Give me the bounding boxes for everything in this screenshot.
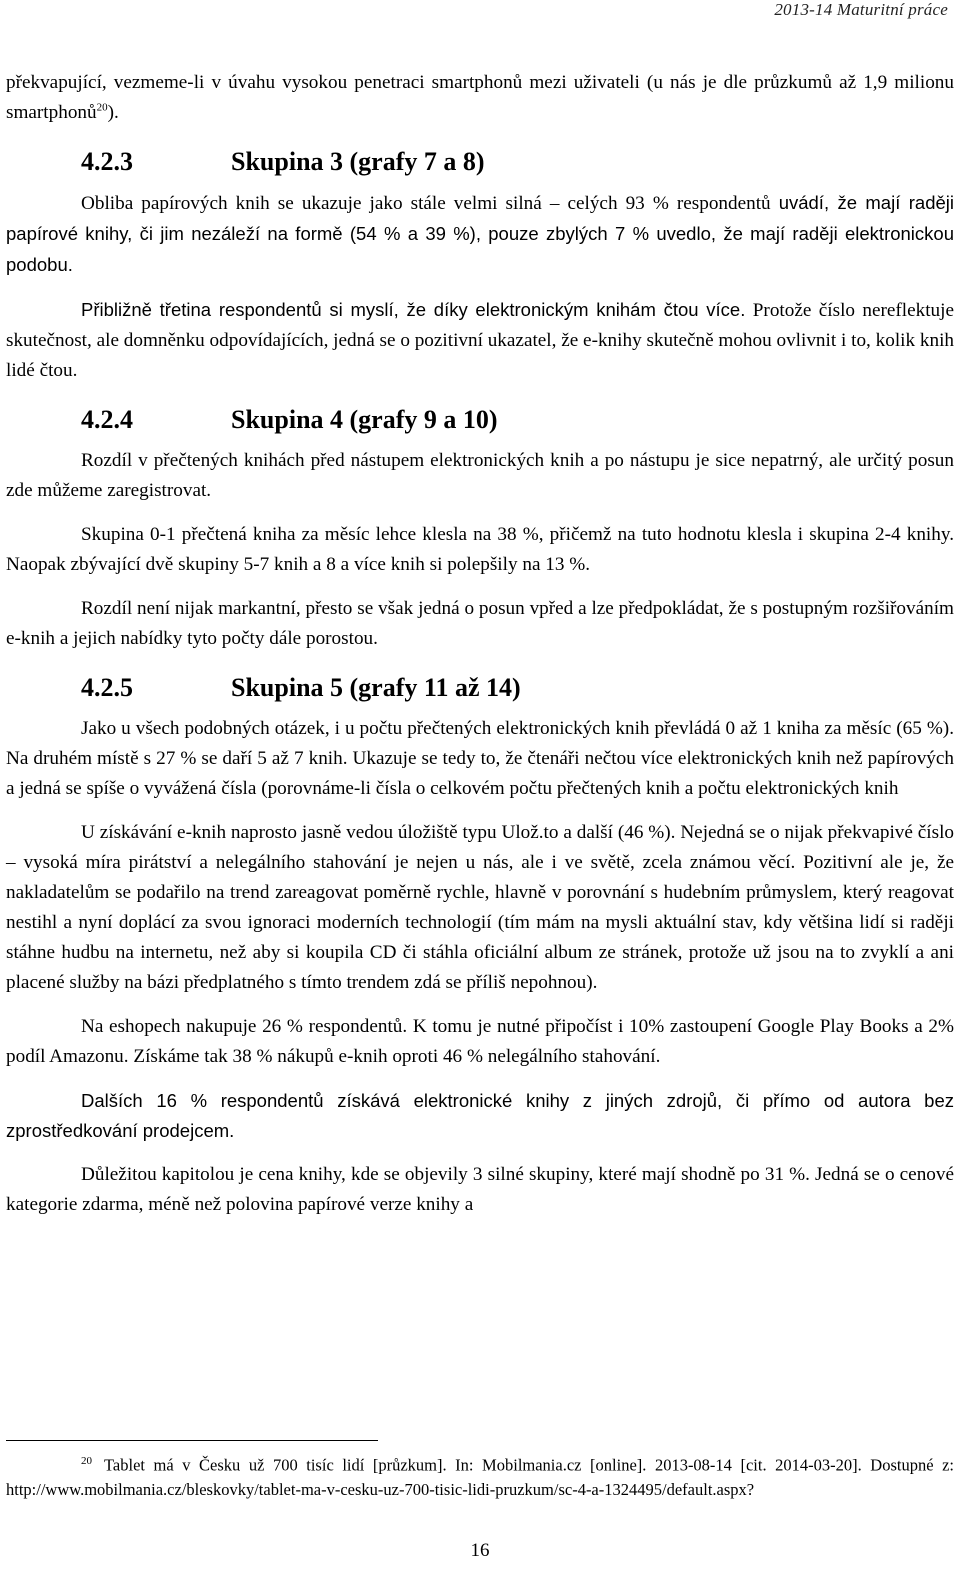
section-title: Skupina 3 (grafy 7 a 8) (231, 147, 485, 176)
section-heading-4-2-3 (6, 146, 954, 178)
footnotes (6, 1440, 954, 1502)
paragraph-intro (6, 68, 954, 128)
intro-text: překvapující, vezmeme-li v úvahu vysokou penetraci smartphonů mezi uživateli (u nás je dle průzkumů až 1,9 milionu smartphonů (6, 72, 954, 123)
paragraph: Důležitou kapitolou je cena knihy, kde se objevily 3 silné skupiny, které mají shodně po 31 %. Jedná se o cenové kategorie zdarma, méně než polovina papírové verze knihy a (6, 1164, 954, 1215)
intro-text-end: ). (107, 102, 119, 123)
page-body (6, 68, 954, 1220)
paragraph-text: Protože číslo nereflektuje skutečnost, ale domněnku odpovídajících, jedná se o pozitivní ukazatel, že e-knihy skutečně mohou ovlivnit i to, kolik knih lidé čtou. (6, 300, 954, 381)
footnote-text[interactable]: Tablet má v Česku už 700 tisíc lidí [průzkum]. In: Mobilmania.cz [online]. 2013-08-14 [cit. 2014-03-20]. Dostupné z: http://www.mobilmania.cz/bleskovky/tablet-ma-v-cesku-uz-700-tisic-lidi-pruzkum/sc-4-a-1324495/default.aspx? (6, 1455, 954, 1499)
footnote-ref[interactable]: 20 (96, 101, 108, 114)
paragraph-text: Obliba papírových knih se ukazuje jako stále velmi silná – celých 93 % respondentů (81, 193, 779, 214)
paragraph (6, 295, 954, 386)
section-heading-4-2-5 (6, 672, 954, 704)
footnote-mark: 20 (81, 1455, 92, 1467)
paragraph: Skupina 0-1 přečtená kniha za měsíc lehce klesla na 38 %, přičemž na tuto hodnotu klesla i skupina 2-4 knihy. Naopak zbývající dvě skupiny 5-7 knih a 8 a více knih si polepšily na 13 %. (6, 524, 954, 575)
footnote-separator (6, 1440, 378, 1441)
paragraph: Rozdíl není nijak markantní, přesto se však jedná o posun vpřed a lze předpokládat, že s postupným rozšiřováním e-knih a jejich nabídky tyto počty dále porostou. (6, 598, 954, 649)
paragraph: U získávání e-knih naprosto jasně vedou úložiště typu Ulož.to a další (46 %). Nejedná se o nijak překvapivé číslo – vysoká míra pirátství a nelegálního stahování je nejen u nás, ale i ve světě, zcela známou věcí. Pozitivní ale je, že nakladatelům se podařilo na trend zareagovat poměrně rychle, hlavně v porovnání s hudebním průmyslem, který reagovat nestihl a nyní doplácí za svou ignoraci moderních technologií (tím mám na mysli aktuální stav, kdy většina lidí si raději stáhne hudbu na internetu, než aby si koupila CD či stáhla oficiální album ze stránek, protože už jsou na to zvyklí a ani placené služby na bázi předplatného s tímto trendem zdá se příliš nepohnou). (6, 822, 954, 993)
section-number: 4.2.5 (81, 673, 133, 702)
running-header: 2013-14 Maturitní práce (774, 0, 948, 19)
paragraph: Rozdíl v přečtených knihách před nástupem elektronických knih a po nástupu je sice nepatrný, ale určitý posun zde můžeme zaregistrovat. (6, 450, 954, 501)
page-number: 16 (470, 1540, 490, 1561)
paragraph: Jako u všech podobných otázek, i u počtu přečtených elektronických knih převládá 0 až 1 kniha za měsíc (65 %). Na druhém místě s 27 % se daří 5 až 7 knih. Ukazuje se tedy to, že čtenáři nečtou více elektronických knih než papírových a jedná se spíše o vyvážená čísla (porovnáme-li čísla o celkovém počtu přečtených knih a počtu elektronických knih (6, 718, 954, 799)
footnote (6, 1449, 954, 1502)
paragraph-text-sans: uvádí, že mají raději papírové knihy, či jim nezáleží na formě (54 % a 39 %), pouze zbylých 7 % uvedlo, že mají raději elektronickou podobu. (6, 192, 954, 275)
section-heading-4-2-4 (6, 404, 954, 436)
paragraph-sans: Dalších 16 % respondentů získává elektronické knihy z jiných zdrojů, či přímo od autora bez zprostředkování prodejcem. (6, 1090, 954, 1141)
paragraph: Na eshopech nakupuje 26 % respondentů. K tomu je nutné připočíst i 10% zastoupení Google Play Books a 2% podíl Amazonu. Získáme tak 38 % nákupů e-knih oproti 46 % nelegálního stahování. (6, 1016, 954, 1067)
section-number: 4.2.3 (81, 147, 133, 176)
section-title: Skupina 4 (grafy 9 a 10) (231, 405, 498, 434)
section-number: 4.2.4 (81, 405, 133, 434)
paragraph (6, 188, 954, 281)
paragraph-text-sans: Přibližně třetina respondentů si myslí, že díky elektronickým knihám čtou více. (81, 299, 746, 320)
section-title: Skupina 5 (grafy 11 až 14) (231, 673, 521, 702)
